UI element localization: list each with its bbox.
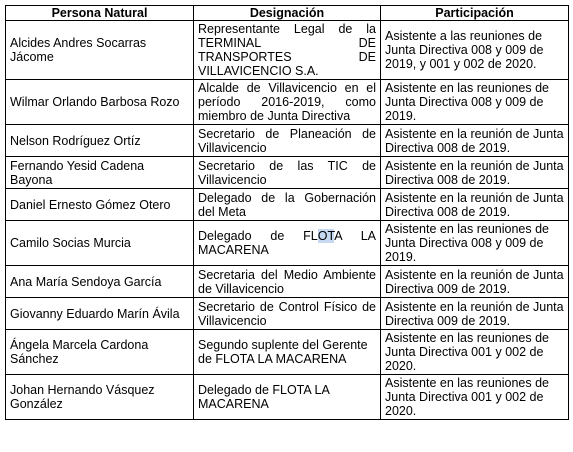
cell-persona: Giovanny Eduardo Marín Ávila [6, 298, 194, 330]
designacion-text-pre: Delegado de FL [198, 229, 318, 243]
header-persona: Persona Natural [6, 6, 194, 21]
cell-persona: Nelson Rodríguez Ortíz [6, 125, 194, 157]
table-row [6, 266, 569, 298]
cell-participacion: Asistente en las reuniones de Junta Directiva 008 y 009 de 2019. [381, 80, 569, 125]
cell-persona: Wilmar Orlando Barbosa Rozo [6, 80, 194, 125]
table-row [6, 21, 569, 80]
table-row [6, 298, 569, 330]
text-selection[interactable]: OT [317, 229, 335, 243]
cell-participacion: Asistente en la reunión de Junta Directiva 008 de 2019. [381, 157, 569, 189]
table-row [6, 330, 569, 375]
cell-designacion: Delegado de la Gobernación del Meta [194, 189, 381, 221]
designacion-text-post: A LA MACARENA [198, 229, 376, 257]
cell-designacion[interactable] [194, 221, 381, 266]
cell-designacion: Secretario de las TIC de Villavicencio [194, 157, 381, 189]
cell-persona: Ana María Sendoya García [6, 266, 194, 298]
table-row [6, 375, 569, 420]
cell-persona: Alcides Andres Socarras Jácome [6, 21, 194, 80]
cell-designacion: Alcalde de Villavicencio en el período 2016-2019, como miembro de Junta Directiva [194, 80, 381, 125]
header-participacion: Participación [381, 6, 569, 21]
cell-persona: Johan Hernando Vásquez González [6, 375, 194, 420]
table-row [6, 80, 569, 125]
table-row [6, 157, 569, 189]
cell-persona: Ángela Marcela Cardona Sánchez [6, 330, 194, 375]
cell-participacion: Asistente en las reuniones de Junta Directiva 008 y 009 de 2019. [381, 221, 569, 266]
cell-persona: Fernando Yesid Cadena Bayona [6, 157, 194, 189]
header-designacion: Designación [194, 6, 381, 21]
cell-designacion: Secretario de Planeación de Villavicencio [194, 125, 381, 157]
cell-participacion: Asistente a las reuniones de Junta Directiva 008 y 009 de 2019, y 001 y 002 de 2020. [381, 21, 569, 80]
table-row [6, 125, 569, 157]
cell-participacion: Asistente en la reunión de Junta Directiva 009 de 2019. [381, 298, 569, 330]
participation-table [5, 5, 569, 420]
cell-designacion: Delegado de FLOTA LA MACARENA [194, 375, 381, 420]
header-row [6, 6, 569, 21]
cell-persona: Daniel Ernesto Gómez Otero [6, 189, 194, 221]
cell-persona: Camilo Socias Murcia [6, 221, 194, 266]
table-row [6, 221, 569, 266]
cell-participacion: Asistente en las reuniones de Junta Directiva 001 y 002 de 2020. [381, 330, 569, 375]
cell-designacion: Segundo suplente del Gerente de FLOTA LA MACARENA [194, 330, 381, 375]
cell-participacion: Asistente en la reunión de Junta Directiva 008 de 2019. [381, 189, 569, 221]
table-row [6, 189, 569, 221]
cell-participacion: Asistente en las reuniones de Junta Directiva 001 y 002 de 2020. [381, 375, 569, 420]
cell-designacion: Secretario de Control Físico de Villavicencio [194, 298, 381, 330]
cell-participacion: Asistente en la reunión de Junta Directiva 008 de 2019. [381, 125, 569, 157]
cell-participacion: Asistente en la reunión de Junta Directiva 009 de 2019. [381, 266, 569, 298]
cell-designacion: Representante Legal de la TERMINAL DE TRANSPORTES DE VILLAVICENCIO S.A. [194, 21, 381, 80]
cell-designacion: Secretaria del Medio Ambiente de Villavicencio [194, 266, 381, 298]
